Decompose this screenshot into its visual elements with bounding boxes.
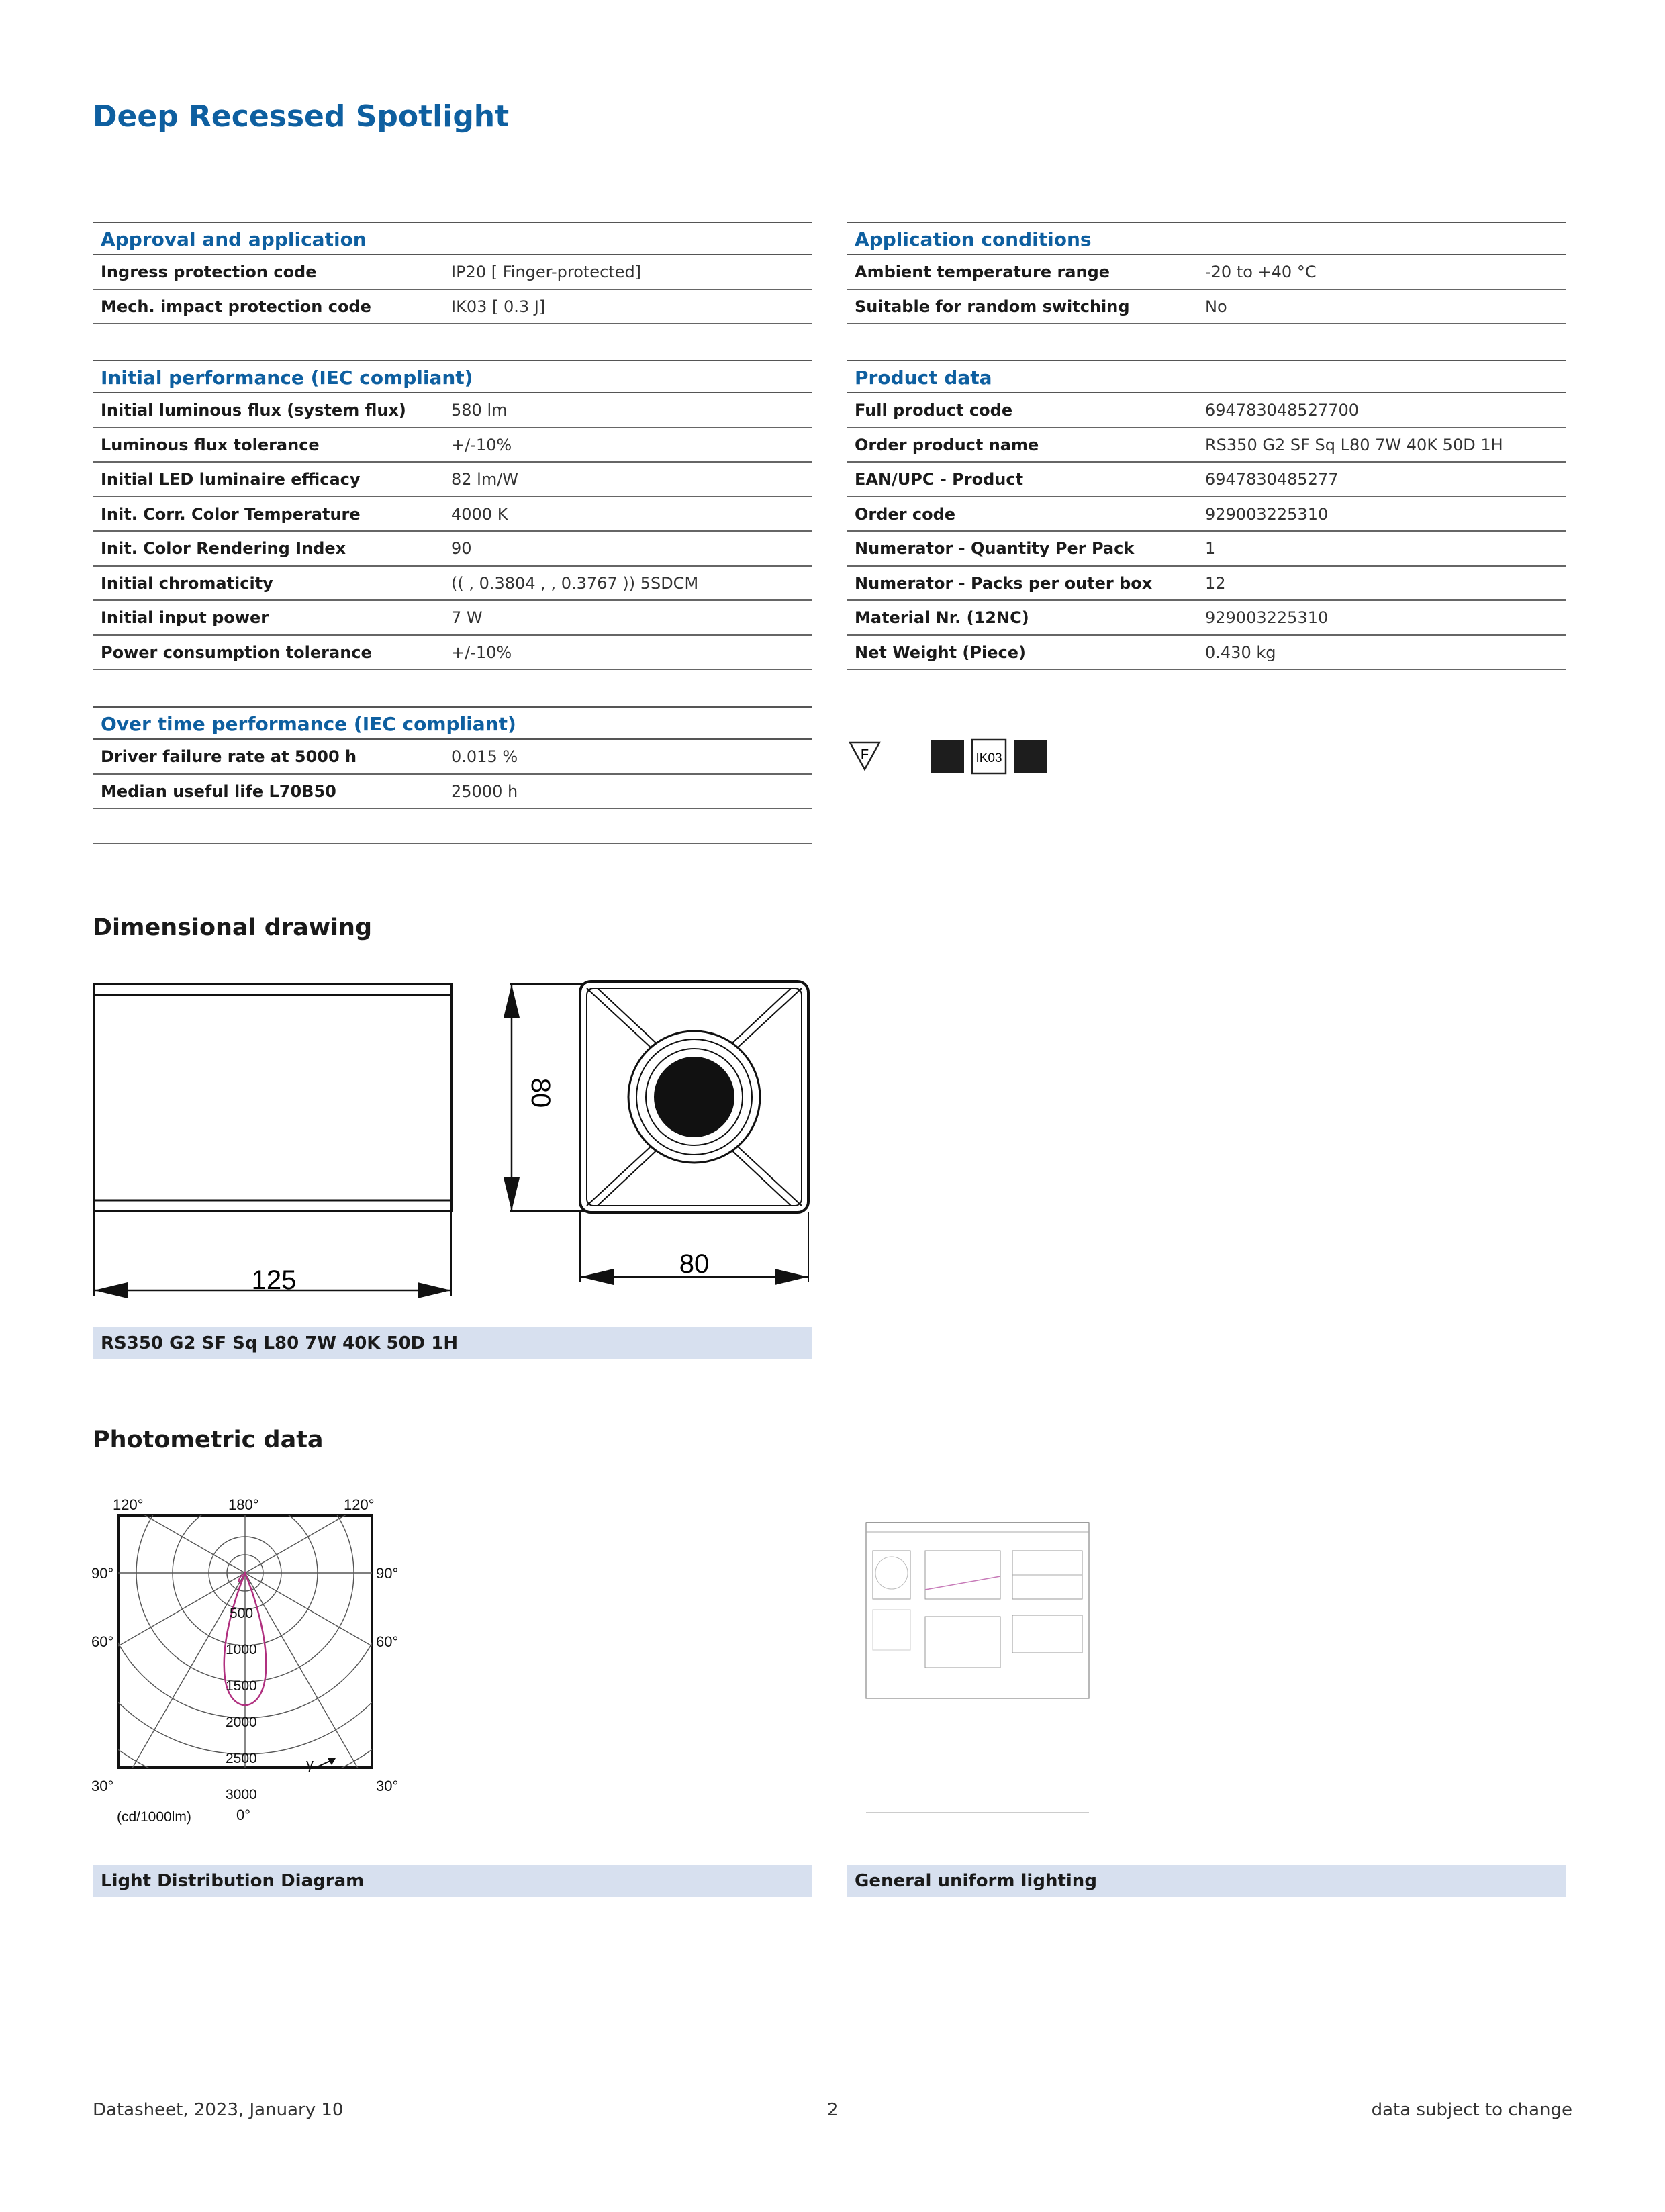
table-row	[93, 393, 812, 428]
row-value: 25000 h	[451, 781, 518, 801]
table-row	[93, 532, 812, 567]
row-value: IK03 [ 0.3 J]	[451, 297, 546, 316]
angle-label-left-30: 30°	[91, 1778, 114, 1794]
row-key: Initial chromaticity	[101, 573, 273, 593]
row-key: Order code	[855, 504, 956, 524]
unit-label: (cd/1000lm)	[117, 1809, 191, 1825]
angle-label-right-90: 90°	[376, 1565, 399, 1582]
row-value: -20 to +40 °C	[1205, 262, 1317, 281]
table-row	[93, 255, 812, 290]
table-row	[847, 393, 1566, 428]
row-key: Numerator - Packs per outer box	[855, 573, 1153, 593]
table-row	[93, 740, 812, 775]
width-dimension-label: 125	[251, 1265, 297, 1295]
row-value: 1	[1205, 539, 1216, 558]
light-distribution-diagram	[87, 1487, 423, 1836]
table-row	[847, 497, 1566, 532]
row-key: Numerator - Quantity Per Pack	[855, 539, 1135, 558]
product-data-table	[847, 360, 1566, 670]
row-key: Driver failure rate at 5000 h	[101, 747, 357, 766]
row-value: 0.015 %	[451, 747, 518, 766]
footer-left: Datasheet, 2023, January 10	[93, 2100, 344, 2120]
row-value: 929003225310	[1205, 608, 1329, 627]
gamma-label: γ	[306, 1756, 314, 1772]
row-key: Init. Color Rendering Index	[101, 539, 346, 558]
dimensional-drawing-heading: Dimensional drawing	[93, 914, 373, 941]
f-mark-label: F	[860, 747, 869, 762]
table-row	[93, 290, 812, 325]
light-distribution-caption: Light Distribution Diagram	[93, 1865, 812, 1897]
f-mark-icon	[850, 742, 879, 769]
initial-performance-table	[93, 360, 812, 670]
row-key: Ingress protection code	[101, 262, 317, 281]
row-value: 929003225310	[1205, 504, 1329, 524]
row-value: (( , 0.3804 , , 0.3767 )) 5SDCM	[451, 573, 699, 593]
angle-label-top-right: 120°	[344, 1496, 375, 1513]
dimensional-drawing	[87, 973, 819, 1309]
table-row-empty	[93, 809, 812, 844]
height-dimension-label: 80	[526, 1077, 555, 1108]
radial-label: 1000	[226, 1642, 257, 1657]
table-row	[93, 428, 812, 463]
black-square-icon	[1014, 740, 1047, 773]
footer-right: data subject to change	[1371, 2100, 1572, 2120]
row-key: Ambient temperature range	[855, 262, 1110, 281]
table-row	[847, 290, 1566, 325]
angle-label-right-30: 30°	[376, 1778, 399, 1794]
table-row	[93, 463, 812, 497]
radial-label: 1500	[226, 1678, 257, 1694]
row-key: Suitable for random switching	[855, 297, 1130, 316]
row-value: 580 lm	[451, 401, 508, 420]
table-row	[93, 567, 812, 602]
row-key: Full product code	[855, 401, 1013, 420]
page-title: Deep Recessed Spotlight	[93, 99, 510, 134]
row-value: 4000 K	[451, 504, 508, 524]
radial-label: 500	[230, 1606, 254, 1621]
table-row	[847, 601, 1566, 636]
section-heading: Product data	[847, 360, 1566, 393]
black-square-icon	[931, 740, 964, 773]
row-value: 12	[1205, 573, 1226, 593]
table-row	[847, 463, 1566, 497]
angle-label-top-center: 180°	[228, 1496, 259, 1513]
section-heading: Over time performance (IEC compliant)	[93, 706, 812, 740]
row-key: Net Weight (Piece)	[855, 642, 1026, 662]
front-width-dimension-label: 80	[679, 1249, 710, 1279]
radial-label: 2000	[226, 1715, 257, 1730]
angle-label-left-90: 90°	[91, 1565, 114, 1582]
row-value: +/-10%	[451, 435, 512, 454]
row-key: Initial input power	[101, 608, 269, 627]
table-row	[847, 428, 1566, 463]
ik-label: IK03	[976, 751, 1002, 765]
table-row	[847, 532, 1566, 567]
row-key: EAN/UPC - Product	[855, 470, 1024, 489]
table-row	[847, 567, 1566, 602]
approval-table	[93, 222, 812, 324]
table-row	[93, 497, 812, 532]
row-key: Material Nr. (12NC)	[855, 608, 1029, 627]
section-heading: Application conditions	[847, 222, 1566, 255]
row-value: RS350 G2 SF Sq L80 7W 40K 50D 1H	[1205, 435, 1503, 454]
uniform-lighting-thumbnail	[863, 1509, 1098, 1825]
angle-label-top-left: 120°	[113, 1496, 144, 1513]
over-time-table	[93, 706, 812, 844]
row-value: 7 W	[451, 608, 483, 627]
row-key: Median useful life L70B50	[101, 781, 336, 801]
row-key: Init. Corr. Color Temperature	[101, 504, 361, 524]
table-row	[93, 775, 812, 810]
row-key: Initial LED luminaire efficacy	[101, 470, 361, 489]
ik-rating-icon	[972, 740, 1006, 773]
row-value: No	[1205, 297, 1227, 316]
dimensional-caption: RS350 G2 SF Sq L80 7W 40K 50D 1H	[93, 1327, 812, 1359]
radial-label: 2500	[226, 1751, 257, 1766]
table-row	[847, 255, 1566, 290]
row-value: 6947830485277	[1205, 470, 1339, 489]
row-key: Initial luminous flux (system flux)	[101, 401, 406, 420]
table-row	[847, 636, 1566, 671]
row-key: Luminous flux tolerance	[101, 435, 320, 454]
table-row	[93, 601, 812, 636]
uniform-lighting-caption: General uniform lighting	[847, 1865, 1566, 1897]
table-row	[93, 636, 812, 671]
row-value: 82 lm/W	[451, 470, 519, 489]
row-value: IP20 [ Finger-protected]	[451, 262, 642, 281]
radial-label: 3000	[226, 1787, 257, 1802]
angle-label-left-60: 60°	[91, 1633, 114, 1650]
row-value: 694783048527700	[1205, 401, 1360, 420]
angle-label-right-60: 60°	[376, 1633, 399, 1650]
photometric-heading: Photometric data	[93, 1427, 324, 1453]
footer-page-number: 2	[827, 2100, 839, 2120]
row-value: 90	[451, 539, 472, 558]
row-key: Mech. impact protection code	[101, 297, 371, 316]
application-conditions-table	[847, 222, 1566, 324]
section-heading: Initial performance (IEC compliant)	[93, 360, 812, 393]
row-value: 0.430 kg	[1205, 642, 1276, 662]
row-key: Order product name	[855, 435, 1039, 454]
row-value: +/-10%	[451, 642, 512, 662]
section-heading: Approval and application	[93, 222, 812, 255]
row-key: Power consumption tolerance	[101, 642, 372, 662]
certification-icons	[847, 738, 1049, 776]
angle-label-bottom: 0°	[236, 1807, 251, 1823]
